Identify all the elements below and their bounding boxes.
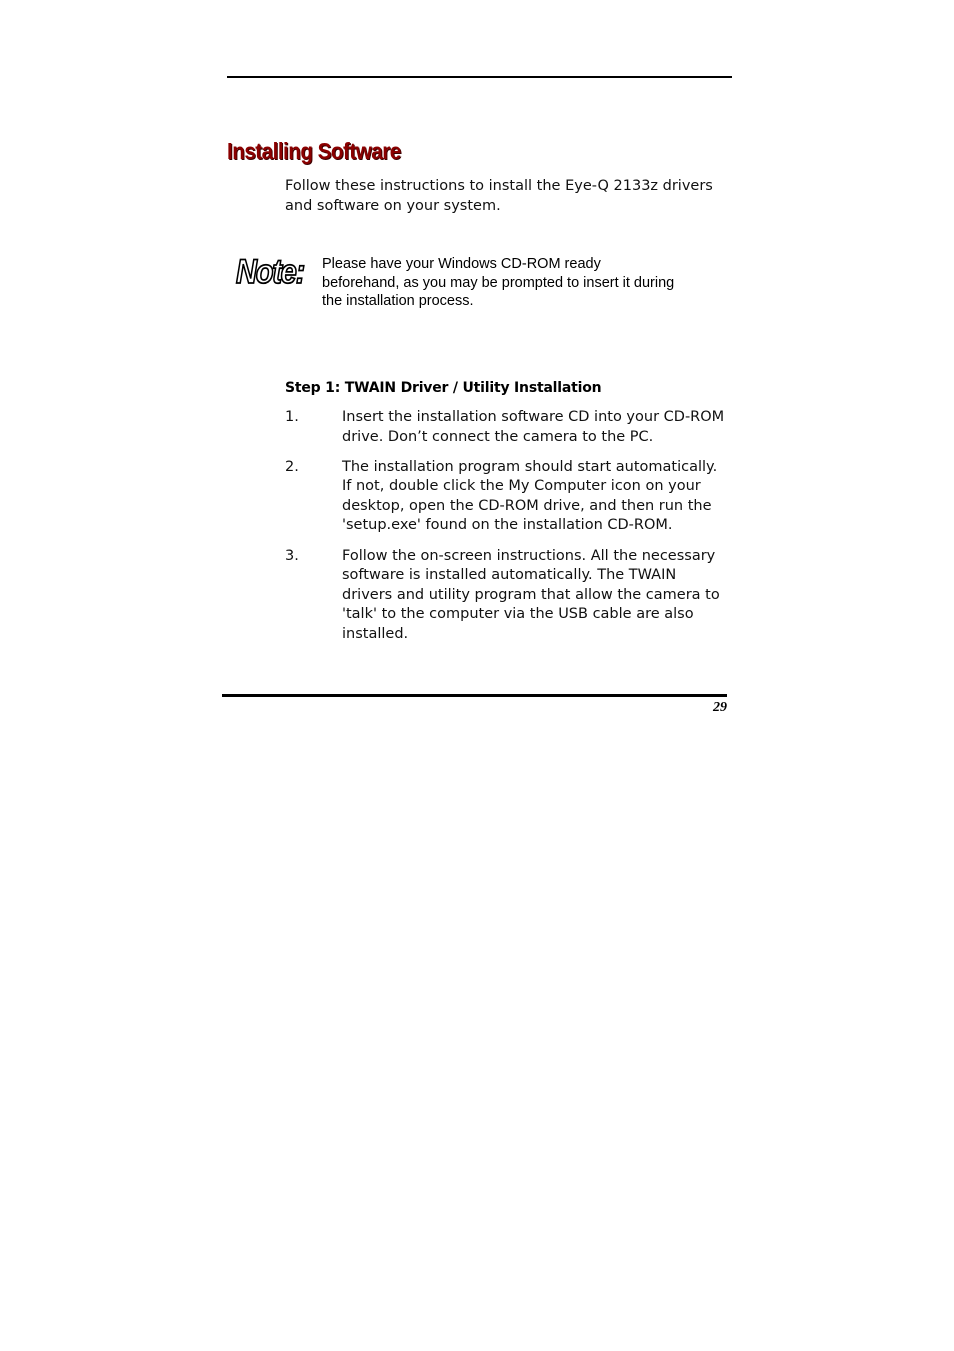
list-item bbox=[285, 547, 730, 645]
step-text: The installation program should start automatically. If not, double click the My Computer icon on your desktop, open the CD-ROM drive, and then run the 'setup.exe' found on the installation CD-ROM. bbox=[342, 458, 718, 534]
step-number: 2. bbox=[285, 458, 299, 475]
step-number: 1. bbox=[285, 409, 299, 425]
list-item bbox=[285, 408, 730, 447]
header-rule bbox=[227, 76, 732, 78]
step-text: Insert the installation software CD into your CD-ROM drive. Don’t connect the camera to the PC. bbox=[342, 409, 725, 445]
steps-list bbox=[285, 408, 730, 655]
section-title: Installing Software bbox=[227, 138, 401, 164]
note-label-icon bbox=[234, 250, 306, 290]
note-text: Please have your Windows CD-ROM ready beforehand, as you may be prompted to insert it during the installation process. bbox=[322, 256, 675, 309]
page-number: 29 bbox=[713, 700, 727, 715]
footer-rule bbox=[222, 694, 727, 697]
intro-paragraph: Follow these instructions to install the Eye-Q 2133z drivers and software on your system. bbox=[285, 178, 713, 214]
step-text: Follow the on-screen instructions. All the necessary software is installed automatically. The TWAIN drivers and utility program that allow the camera to 'talk' to the computer via the USB cable are also installed. bbox=[342, 547, 720, 642]
list-item bbox=[285, 458, 730, 536]
step-heading: Step 1: TWAIN Driver / Utility Installation bbox=[285, 380, 602, 396]
step-number: 3. bbox=[285, 547, 299, 564]
note-label-text: Note: bbox=[236, 253, 305, 291]
